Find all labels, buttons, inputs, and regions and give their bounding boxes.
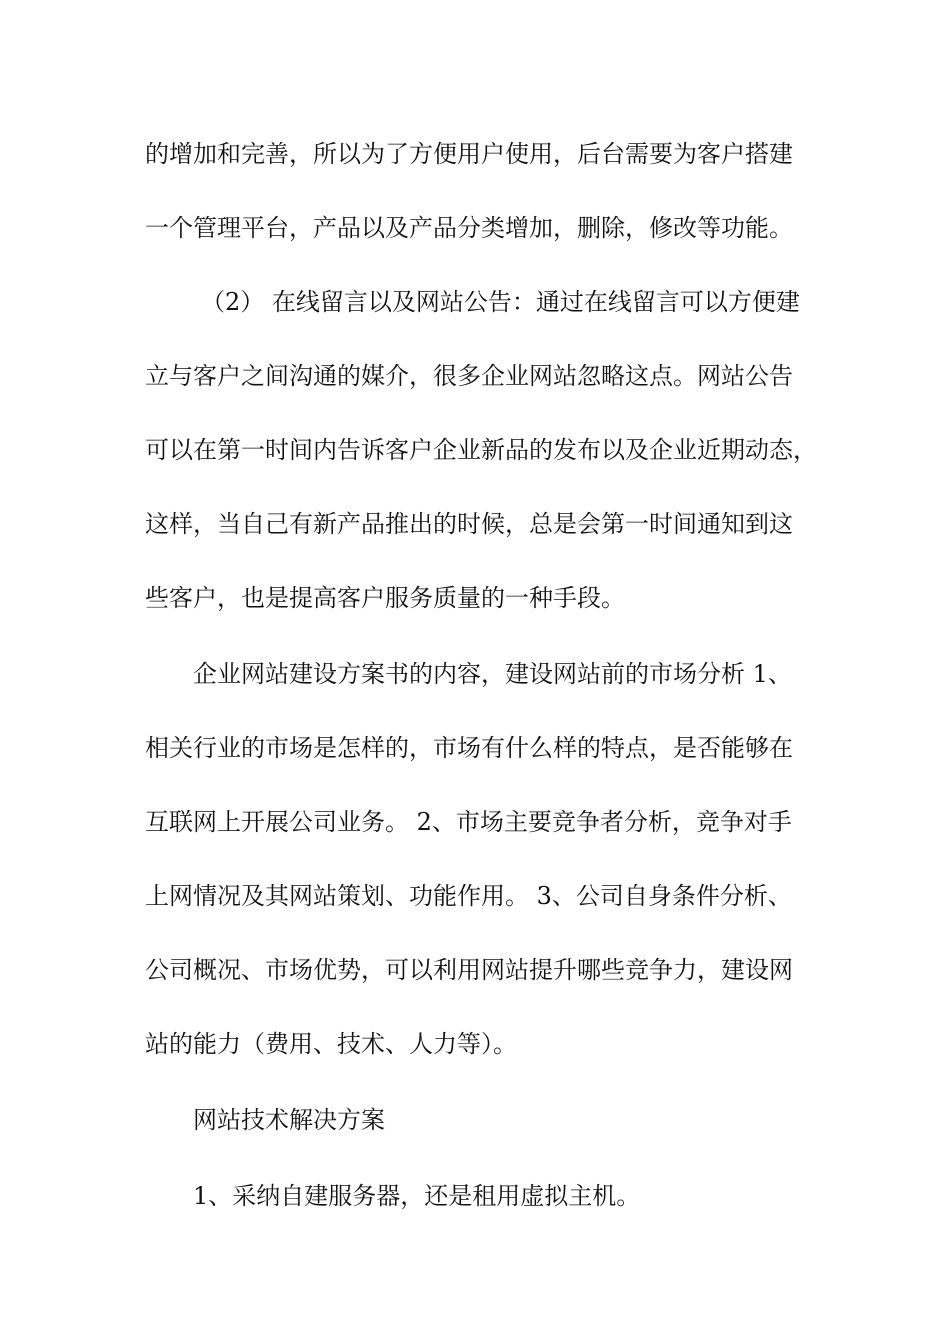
text-line-11: 上网情况及其网站策划、功能作用。 3、公司自身条件分析、 [145,882,792,910]
text-line-6: 这样，当自己有新产品推出的时候，总是会第一时间通知到这 [145,510,793,538]
text-line-12: 公司概况、市场优势，可以利用网站提升哪些竞争力，建设网 [145,956,793,984]
text-line-13: 站的能力（费用、技术、人力等）。 [145,1030,517,1058]
text-line-7: 些客户，也是提高客户服务质量的一种手段。 [145,584,625,612]
text-line-4: 立与客户之间沟通的媒介，很多企业网站忽略这点。网站公告 [145,362,793,390]
section-heading: 网站技术解决方案 [193,1106,385,1134]
text-line-2: 一个管理平台，产品以及产品分类增加，删除，修改等功能。 [145,214,793,242]
text-line-15: 1、采纳自建服务器，还是租用虚拟主机。 [193,1182,641,1210]
text-line-1: 的增加和完善，所以为了方便用户使用，后台需要为客户搭建 [145,140,793,168]
text-line-10: 互联网上开展公司业务。 2、市场主要竞争者分析，竞争对手 [145,808,792,836]
text-line-5: 可以在第一时间内告诉客户企业新品的发布以及企业近期动态， [145,436,817,464]
text-line-9: 相关行业的市场是怎样的，市场有什么样的特点，是否能够在 [145,734,793,762]
text-line-8: 企业网站建设方案书的内容，建设网站前的市场分析 1、 [193,660,792,688]
text-line-3: （2） 在线留言以及网站公告：通过在线留言可以方便建 [201,288,800,316]
